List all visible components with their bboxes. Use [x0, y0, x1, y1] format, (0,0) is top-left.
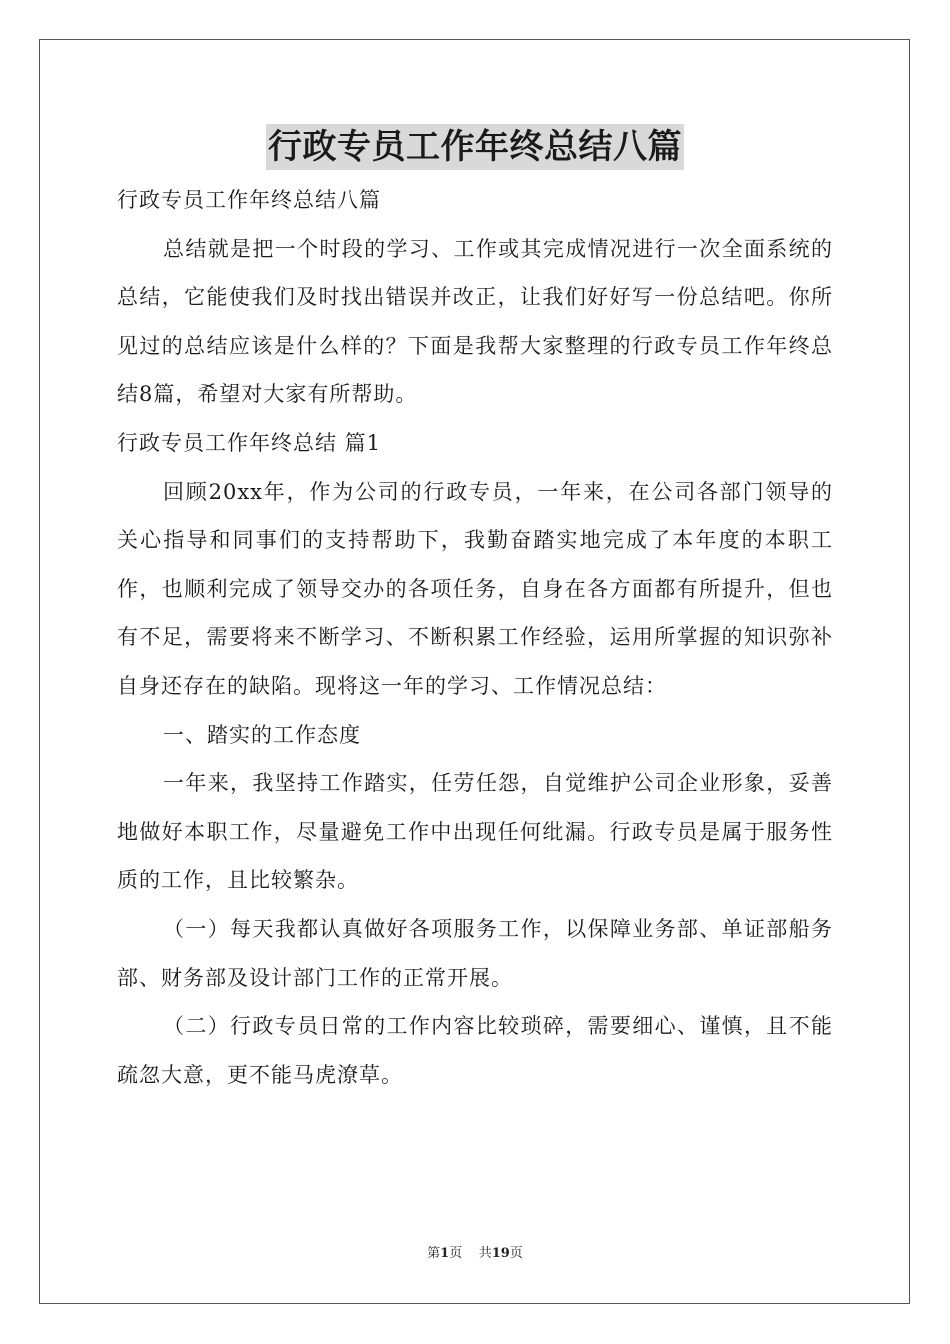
intro-paragraph: 总结就是把一个时段的学习、工作或其完成情况进行一次全面系统的总结，它能使我们及时找出错误并改正，让我们好好写一份总结吧。你所见过的总结应该是什么样的？下面是我帮大家整理的行政专员工作年终总结8篇，希望对大家有所帮助。: [117, 236, 833, 407]
footer-prefix: 第: [427, 1246, 441, 1261]
body-paragraph: （一）每天我都认真做好各项服务工作，以保障业务部、单证部船务部、财务部及设计部门工作的正常开展。: [117, 916, 833, 990]
body-paragraph: 一、踏实的工作态度: [163, 722, 361, 747]
footer-total-pages: 19: [491, 1246, 510, 1261]
body-paragraph: （二）行政专员日常的工作内容比较琐碎，需要细心、谨慎，且不能疏忽大意，更不能马虎潦草。: [117, 1014, 833, 1087]
document-subtitle: 行政专员工作年终总结八篇: [117, 188, 381, 212]
document-body: [117, 176, 833, 1099]
section-heading: 行政专员工作年终总结 篇1: [117, 430, 382, 455]
page-footer: [0, 1244, 950, 1264]
footer-page-number: 1: [440, 1246, 450, 1261]
footer-suffix: 页: [509, 1246, 523, 1261]
document-title: 行政专员工作年终总结八篇: [266, 124, 684, 170]
footer-middle: 页 共: [449, 1246, 492, 1261]
title-container: [0, 124, 950, 170]
body-paragraph: 一年来，我坚持工作踏实，任劳任怨，自觉维护公司企业形象，妥善地做好本职工作，尽量避免工作中出现任何纰漏。行政专员是属于服务性质的工作，且比较繁杂。: [117, 771, 833, 893]
body-paragraph: 回顾20xx年，作为公司的行政专员，一年来，在公司各部门领导的关心指导和同事们的支持帮助下，我勤奋踏实地完成了本年度的本职工作，也顺利完成了领导交办的各项任务，自身在各方面都有所提升，但也有不足，需要将来不断学习、不断积累工作经验，运用所掌握的知识弥补自身还存在的缺陷。现将这一年的学习、工作情况总结：: [117, 479, 833, 698]
